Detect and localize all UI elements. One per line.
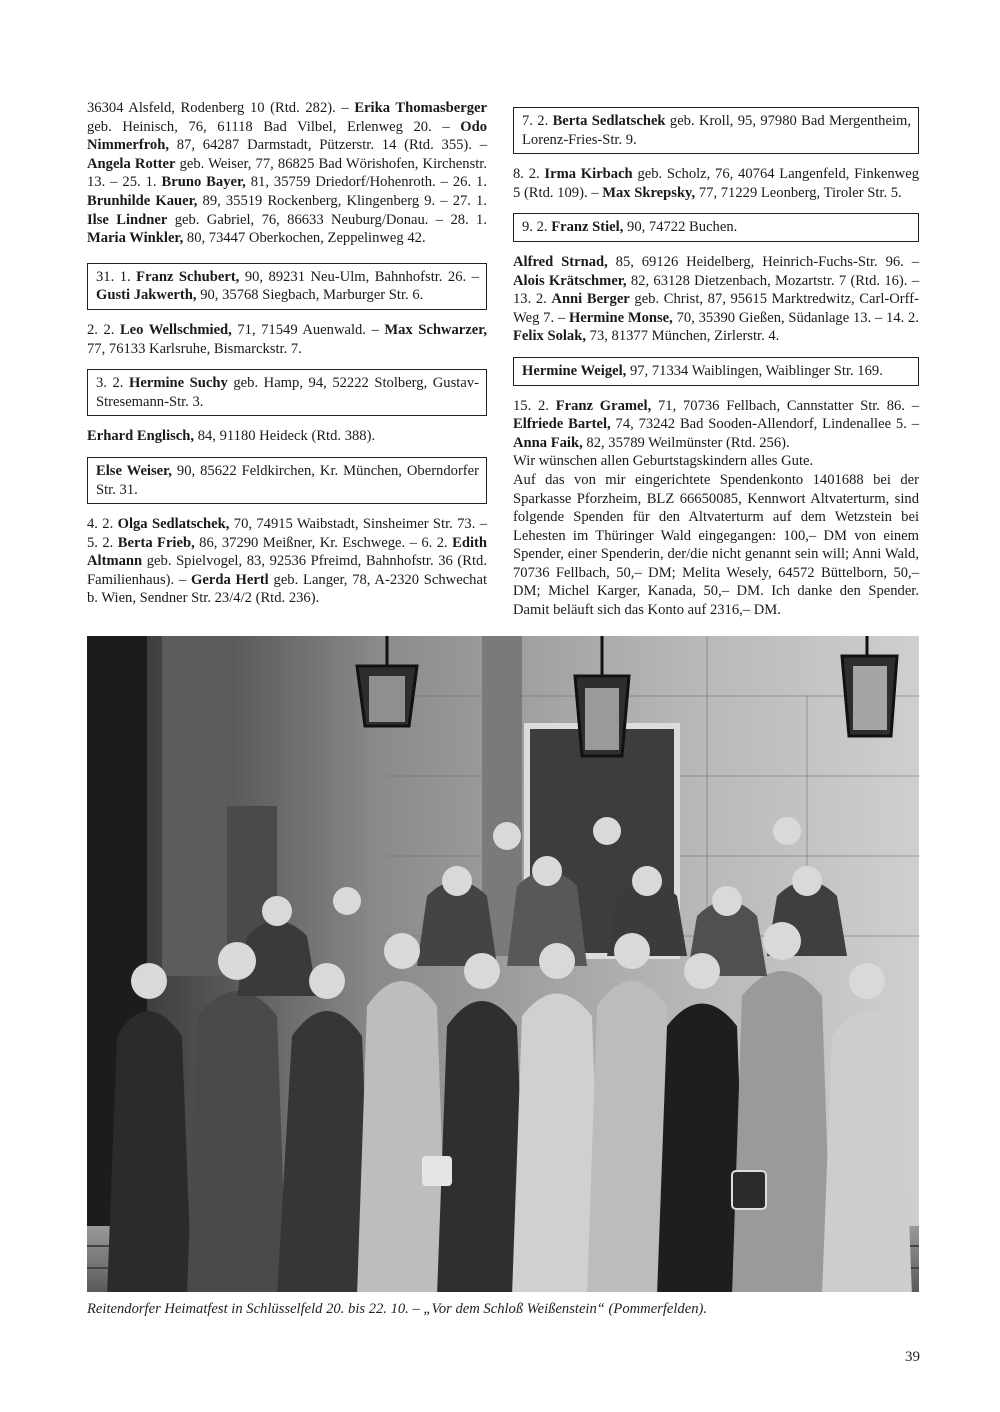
- birthday-box: 31. 1. Franz Schubert, 90, 89231 Neu-Ulm, Bahnhofstr. 26. – Gusti Jakwerth, 90, 35768 Siegbach, Marburger Str. 6.: [87, 263, 487, 310]
- donation-paragraph: Auf das von mir eingerichtete Spendenkonto 1401688 bei der Sparkasse Pforzheim, BLZ 66650085, Kennwort Altvaterturm, sind folgende Spenden für den Altvaterturm auf dem Wetzstein bei Lehesten im Thüringer Wald eingegangen: 100,– DM von einem Spender, einer Spenderin, der/die nicht genannt sein will; Anni Wald, 70736 Fellbach, 50,– DM; Melita Wesely, 64572 Büttelborn, 50,– DM; Michel Karger, Kanada, 50,– DM. Ich danke den Spender. Damit beläuft sich das Konto auf 2316,– DM.: [513, 471, 919, 619]
- left-column: [87, 99, 487, 608]
- birthday-paragraph: Erhard Englisch, 84, 91180 Heideck (Rtd. 388).: [87, 428, 376, 445]
- page-number: 39: [905, 1349, 920, 1365]
- birthday-paragraph: Alfred Strnad, 85, 69126 Heidelberg, Heinrich-Fuchs-Str. 96. – Alois Krätschmer, 82, 63128 Dietzenbach, Mozartstr. 7 (Rtd. 16). – 13. 2. Anni Berger geb. Christ, 87, 95615 Marktredwitz, Carl-Orff-Weg 7. – Hermine Monse, 70, 35390 Gießen, Südanlage 13. – 14. 2. Felix Solak, 73, 81377 München, Zirlerstr. 4.: [513, 253, 919, 345]
- group-photo: [87, 636, 919, 1292]
- birthday-box: Hermine Weigel, 97, 71334 Waiblingen, Waiblinger Str. 169.: [513, 357, 919, 386]
- right-column: [513, 107, 919, 620]
- birthday-box: Else Weiser, 90, 85622 Feldkirchen, Kr. München, Oberndorfer Str. 31.: [87, 457, 487, 504]
- birthday-box: 7. 2. Berta Sedlatschek geb. Kroll, 95, 97980 Bad Mergentheim, Lorenz-Fries-Str. 9.: [513, 107, 919, 154]
- birthday-box: 9. 2. Franz Stiel, 90, 74722 Buchen.: [513, 213, 919, 242]
- greeting-text: Wir wünschen allen Geburtstagskindern alles Gute.: [513, 453, 814, 470]
- photo-caption: Reitendorfer Heimatfest in Schlüsselfeld 20. bis 22. 10. – „Vor dem Schloß Weißenstein“ (Pommerfelden).: [87, 1301, 708, 1317]
- birthday-box: 3. 2. Hermine Suchy geb. Hamp, 94, 52222 Stolberg, Gustav-Stresemann-Str. 3.: [87, 369, 487, 416]
- birthday-paragraph: 4. 2. Olga Sedlatschek, 70, 74915 Waibstadt, Sinsheimer Str. 73. – 5. 2. Berta Frieb, 86, 37290 Meißner, Kr. Eschwege. – 6. 2. Edith Altmann geb. Spielvogel, 83, 92536 Pfreimd, Bahnhofstr. 36 (Rtd. Familienhaus). – Gerda Hertl geb. Langer, 78, A-2320 Schwechat b. Wien, Sendner Str. 23/4/2 (Rtd. 236).: [87, 516, 488, 607]
- birthday-paragraph: 2. 2. Leo Wellschmied, 71, 71549 Auenwald. – Max Schwarzer, 77, 76133 Karlsruhe, Bismarckstr. 7.: [87, 321, 487, 357]
- birthday-paragraph: 36304 Alsfeld, Rodenberg 10 (Rtd. 282). – Erika Thomasberger geb. Heinisch, 76, 61118 Bad Vilbel, Erlenweg 20. – Odo Nimmerfroh, 87, 64287 Darmstadt, Pützerstr. 14 (Rtd. 355). – Angela Rotter geb. Weiser, 77, 86825 Bad Wörishofen, Kirchenstr. 13. – 25. 1. Bruno Bayer, 81, 35759 Driedorf/Hohenroth. – 26. 1. Brunhilde Kauer, 89, 35519 Rockenberg, Klingenberg 9. – 27. 1. Ilse Lindner geb. Gabriel, 76, 86633 Neuburg/Donau. – 28. 1. Maria Winkler, 80, 73447 Oberkochen, Zeppelinweg 42.: [87, 100, 488, 247]
- birthday-paragraph: 8. 2. Irma Kirbach geb. Scholz, 76, 40764 Langenfeld, Finkenweg 5 (Rtd. 109). – Max Skrepsky, 77, 71229 Leonberg, Tiroler Str. 5.: [513, 166, 919, 201]
- birthday-paragraph: 15. 2. Franz Gramel, 71, 70736 Fellbach, Cannstatter Str. 86. – Elfriede Bartel, 74, 73242 Bad Sooden-Allendorf, Lindenallee 5. – Anna Faik, 82, 35789 Weilmünster (Rtd. 256).: [513, 397, 919, 451]
